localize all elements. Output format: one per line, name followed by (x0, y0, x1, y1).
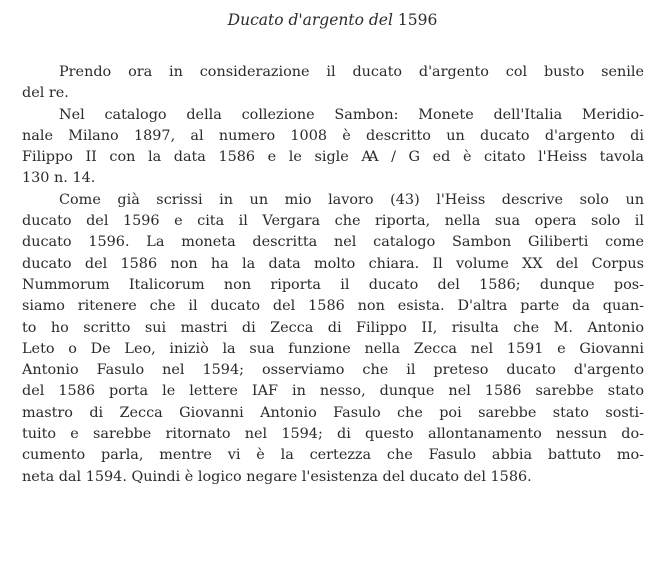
text-line: mastro di Zecca Giovanni Antonio Fasulo che poi sarebbe stato sosti- (22, 404, 644, 421)
text-line: Leto o De Leo, iniziò la sua funzione nella Zecca nel 1591 e Giovanni (22, 340, 644, 357)
page-title (0, 10, 665, 30)
text-line: ducato 1596. La moneta descritta nel catalogo Sambon Giliberti come (22, 234, 644, 251)
text-line: neta dal 1594. Quindi è logico negare l'esistenza del ducato del 1586. (22, 468, 532, 485)
text-line: tuito e sarebbe ritornato nel 1594; di questo allontanamento nessun do- (22, 426, 644, 443)
paragraph-1 (22, 62, 644, 105)
paragraph-3 (22, 190, 644, 488)
text-line: siamo ritenere che il ducato del 1586 non esista. D'altra parte da quan- (22, 298, 644, 315)
text-line: to ho scritto sui mastri di Zecca di Filippo II, risulta che M. Antonio (22, 319, 644, 336)
text-line: ducato del 1596 e cita il Vergara che riporta, nella sua opera solo il (22, 213, 644, 230)
text-line: nale Milano 1897, al numero 1008 è descritto un ducato d'argento di (22, 127, 644, 144)
text-line: Nummorum Italicorum non riporta il ducato del 1586; dunque pos- (22, 276, 644, 293)
text-line: ducato del 1586 non ha la data molto chiara. Il volume XX del Corpus (22, 255, 644, 272)
text-line: cumento parla, mentre vi è la certezza che Fasulo abbia battuto mo- (22, 447, 644, 464)
text-line: Come già scrissi in un mio lavoro (43) l'Heiss descrive solo un (59, 191, 644, 208)
text-line: Filippo II con la data 1586 e le sigle Ꜳ / G ed è citato l'Heiss tavola (22, 149, 644, 166)
title-year: 1596 (397, 11, 438, 29)
text-line: Antonio Fasulo nel 1594; osserviamo che il preteso ducato d'argento (22, 362, 644, 379)
body-text (22, 62, 644, 488)
text-line: del 1586 porta le lettere IAF in nesso, dunque nel 1586 sarebbe stato (22, 383, 644, 400)
text-line: del re. (22, 85, 69, 102)
text-line: 130 n. 14. (22, 170, 96, 187)
text-line: Nel catalogo della collezione Sambon: Monete dell'Italia Meridio- (59, 106, 644, 123)
title-text: Ducato d'argento del (227, 11, 393, 29)
text-line: Prendo ora in considerazione il ducato d'argento col busto senile (59, 64, 644, 80)
paragraph-2 (22, 105, 644, 190)
